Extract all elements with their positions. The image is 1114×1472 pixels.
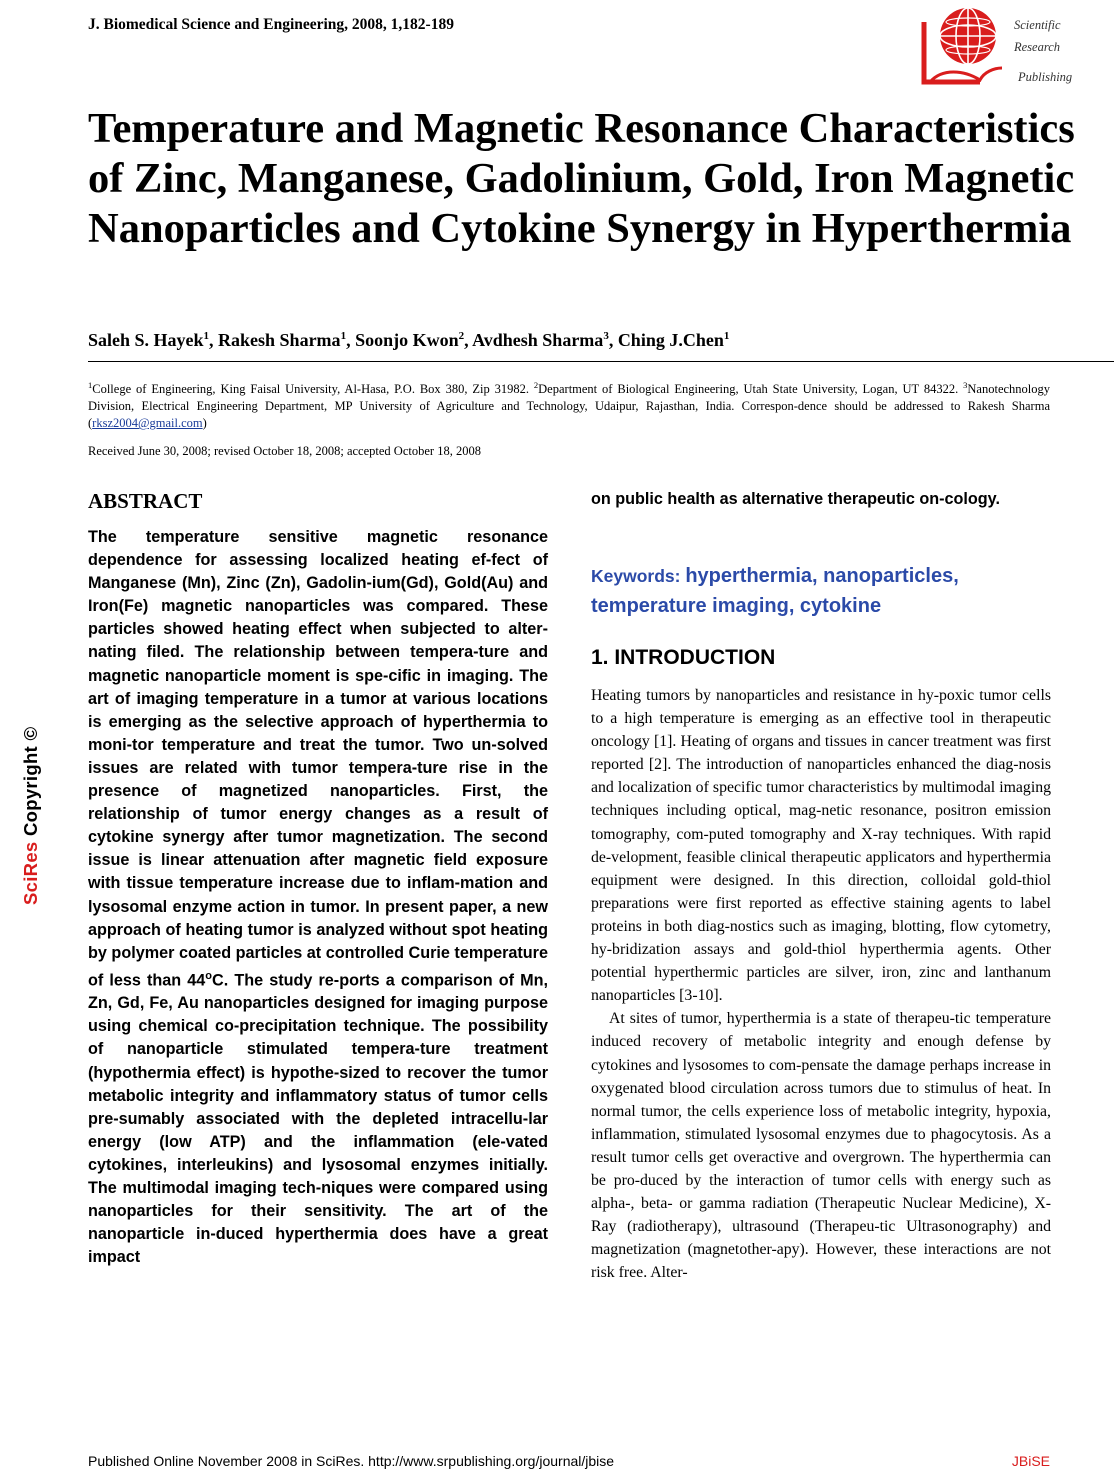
author-separator: , bbox=[608, 330, 618, 350]
introduction-body bbox=[591, 684, 1051, 1284]
author-separator: , bbox=[346, 330, 356, 350]
author-name: Rakesh Sharma bbox=[218, 330, 341, 350]
abstract-heading: ABSTRACT bbox=[88, 489, 203, 513]
abstract-text-part: The temperature sensitive magnetic resonance dependence for assessing localized heating ef-fect of Manganese (Mn), Zinc (Zn), Gadolin-ium(Gd), Gold(Au) and Iron(Fe) magnetic nanoparticles was compared. These particles showed heating effect when subjected to alter-nating filed. The relationship between tempera-ture and magnetic nanoparticle moment is spe-cific in imaging. The art of imaging temperature in a tumor at various locations is emerging as the selective approach of hyperthermia to moni-tor temperature and treat the tumor. Two un-solved issues are related with tumor tempera-ture rise in the presence of magnetized nanoparticles. First, the relationship of tumor energy changes as a result of cytokine synergy after tumor magnetization. The second issue is linear attenuation after magnetic field exposure with tissue temperature increase due to inflam-mation and lysosomal enzyme action in tumor. In present paper, a new approach of heating tumor is analyzed without spot heating by polymer coated particles at controlled Curie temperature of less than 44 bbox=[88, 528, 548, 990]
author-separator: , bbox=[464, 330, 473, 350]
publisher-logo bbox=[918, 2, 1088, 86]
affiliation-mark: 1 bbox=[88, 380, 93, 390]
affiliation-mark: 2 bbox=[533, 380, 539, 390]
affiliations bbox=[88, 377, 1050, 432]
author-name: Soonjo Kwon bbox=[355, 330, 459, 350]
correspondence-email-link[interactable]: rksz2004@gmail.com bbox=[92, 416, 203, 431]
globe-book-icon bbox=[918, 2, 1014, 86]
introduction-heading: 1. INTRODUCTION bbox=[591, 646, 776, 669]
abstract-body bbox=[88, 526, 548, 1269]
affiliation-mark: 3 bbox=[963, 380, 968, 390]
journal-reference: J. Biomedical Science and Engineering, 2008, 1,182-189 bbox=[88, 16, 454, 33]
paper-title: Temperature and Magnetic Resonance Characteristics of Zinc, Manganese, Gadolinium, Gold, Iron Magnetic Nanoparticles and Cytokine Synergy in Hyperthermia bbox=[88, 105, 1075, 252]
sires-brand: SciRes bbox=[20, 841, 41, 905]
author-name: Avdhesh Sharma bbox=[472, 330, 604, 350]
header-divider bbox=[88, 361, 1114, 362]
author-affiliation-mark: 3 bbox=[603, 330, 609, 342]
affiliation-text: Department of Biological Engineering, Utah State University, Logan, UT 84322. bbox=[538, 382, 964, 397]
logo-line-scientific: Scientific bbox=[1014, 18, 1061, 32]
abstract-text-part: C. The study re-ports a comparison of Mn, Zn, Gd, Fe, Au nanoparticles designed for imaging purpose using chemical co-precipitation technique. The possibility of nanoparticle stimulated tempera-ture treatment (hypothermia effect) is hypothe-sized to recover the tumor metabolic integrity and inflammatory status of tumor cells pre-sumably associated with the depleted intracellu-lar energy (low ATP) and the inflammation (ele-vated cytokines, interleukins) and lysosomal enzymes initially. The multimodal imaging tech-niques were compared using nanoparticles for their sensitivity. The art of the nanoparticle in-duced hyperthermia does have a great impact bbox=[88, 971, 549, 1267]
affiliation-text: Nanotechnology Division, Electrical Engineering Department, MP University of Agriculture and Technology, Udaipur, Rajasthan, India. Correspon-dence should be addressed to Rakesh Sharma ( bbox=[88, 382, 1051, 431]
page-footer bbox=[88, 1453, 1050, 1469]
copyright-text: Copyright © bbox=[20, 726, 41, 842]
footer-journal-abbr: JBiSE bbox=[1011, 1453, 1050, 1469]
author-name: Ching J.Chen bbox=[617, 330, 724, 350]
keywords-label: Keywords: bbox=[591, 566, 686, 586]
introduction-paragraph: Heating tumors by nanoparticles and resistance in hy-poxic tumor cells to a high temperature is emerging as an effective tool in therapeutic oncology [1]. Heating of organs and tissues in cancer treatment was first reported [2]. The introduction of nanoparticles enhanced the diag-nosis and localization of specific tumor characteristics by multimodal imaging techniques including optical, mag-netic resonance, positron emission tomography, com-puted tomography and X-ray techniques. With rapid de-velopment, feasible clinical therapeutic applicators and hyperthermia equipment were designed. In this direction, colloidal gold-thiol preparations were first reported as effective staining agents to label proteins in both diag-nostics such as imaging, blotting, flow cytometry, hy-bridization assays and gold-thiol hyperthermia agents. Other potential hyperthermic particles are silver, iron, zinc and lanthanum nanoparticles [3-10]. bbox=[591, 687, 1051, 1005]
logo-line-research: Research bbox=[1014, 40, 1061, 54]
author-list bbox=[88, 330, 729, 351]
introduction-paragraph: At sites of tumor, hyperthermia is a state of therapeu-tic temperature induced recovery of metabolic integrity and enough defense by cytokines and lysosomes to com-pensate the damage perhaps increase in oxygenated blood circulation across tumors due to stimulus of heat. In normal tumor, the cells experience loss of metabolic integrity, hypoxia, inflammation, stimulated lysosomal enzymes due to phagocytosis. As a result tumor cells get overactive and overgrown. The hyperthermia can be pro-duced by the interaction of tumor cells with energy such as alpha-, beta- or gamma radiation (Therapeutic Nuclear Medicine), X-Ray (radiotherapy), ultrasound (Therapeu-tic Ultrasonography) and magnetization (magnetother-apy). However, these interactions are not risk free. Alter- bbox=[591, 1010, 1051, 1282]
keywords-list: hyperthermia, nanoparticles, temperature imaging, cytokine bbox=[591, 565, 959, 617]
affiliation-text: College of Engineering, King Faisal University, Al-Hasa, P.O. Box 380, Zip 31982. bbox=[92, 382, 534, 397]
footer-published-line: Published Online November 2008 in SciRes. http://www.srpublishing.org/journal/jbise bbox=[88, 1453, 615, 1469]
author-affiliation-mark: 1 bbox=[203, 330, 210, 342]
author-separator: , bbox=[209, 330, 219, 350]
logo-line-publishing: Publishing bbox=[1018, 70, 1073, 84]
author-affiliation-mark: 2 bbox=[458, 330, 465, 342]
received-dates: Received June 30, 2008; revised October 18, 2008; accepted October 18, 2008 bbox=[88, 444, 481, 458]
author-affiliation-mark: 1 bbox=[340, 330, 347, 342]
author-name: Saleh S. Hayek bbox=[88, 330, 204, 350]
degree-mark: o bbox=[205, 969, 213, 982]
keywords bbox=[591, 562, 1051, 622]
author-affiliation-mark: 1 bbox=[723, 330, 730, 342]
side-copyright-label bbox=[20, 727, 42, 905]
abstract-continuation: on public health as alternative therapeutic on-cology. bbox=[591, 490, 1000, 508]
affiliation-text: ) bbox=[202, 416, 207, 431]
